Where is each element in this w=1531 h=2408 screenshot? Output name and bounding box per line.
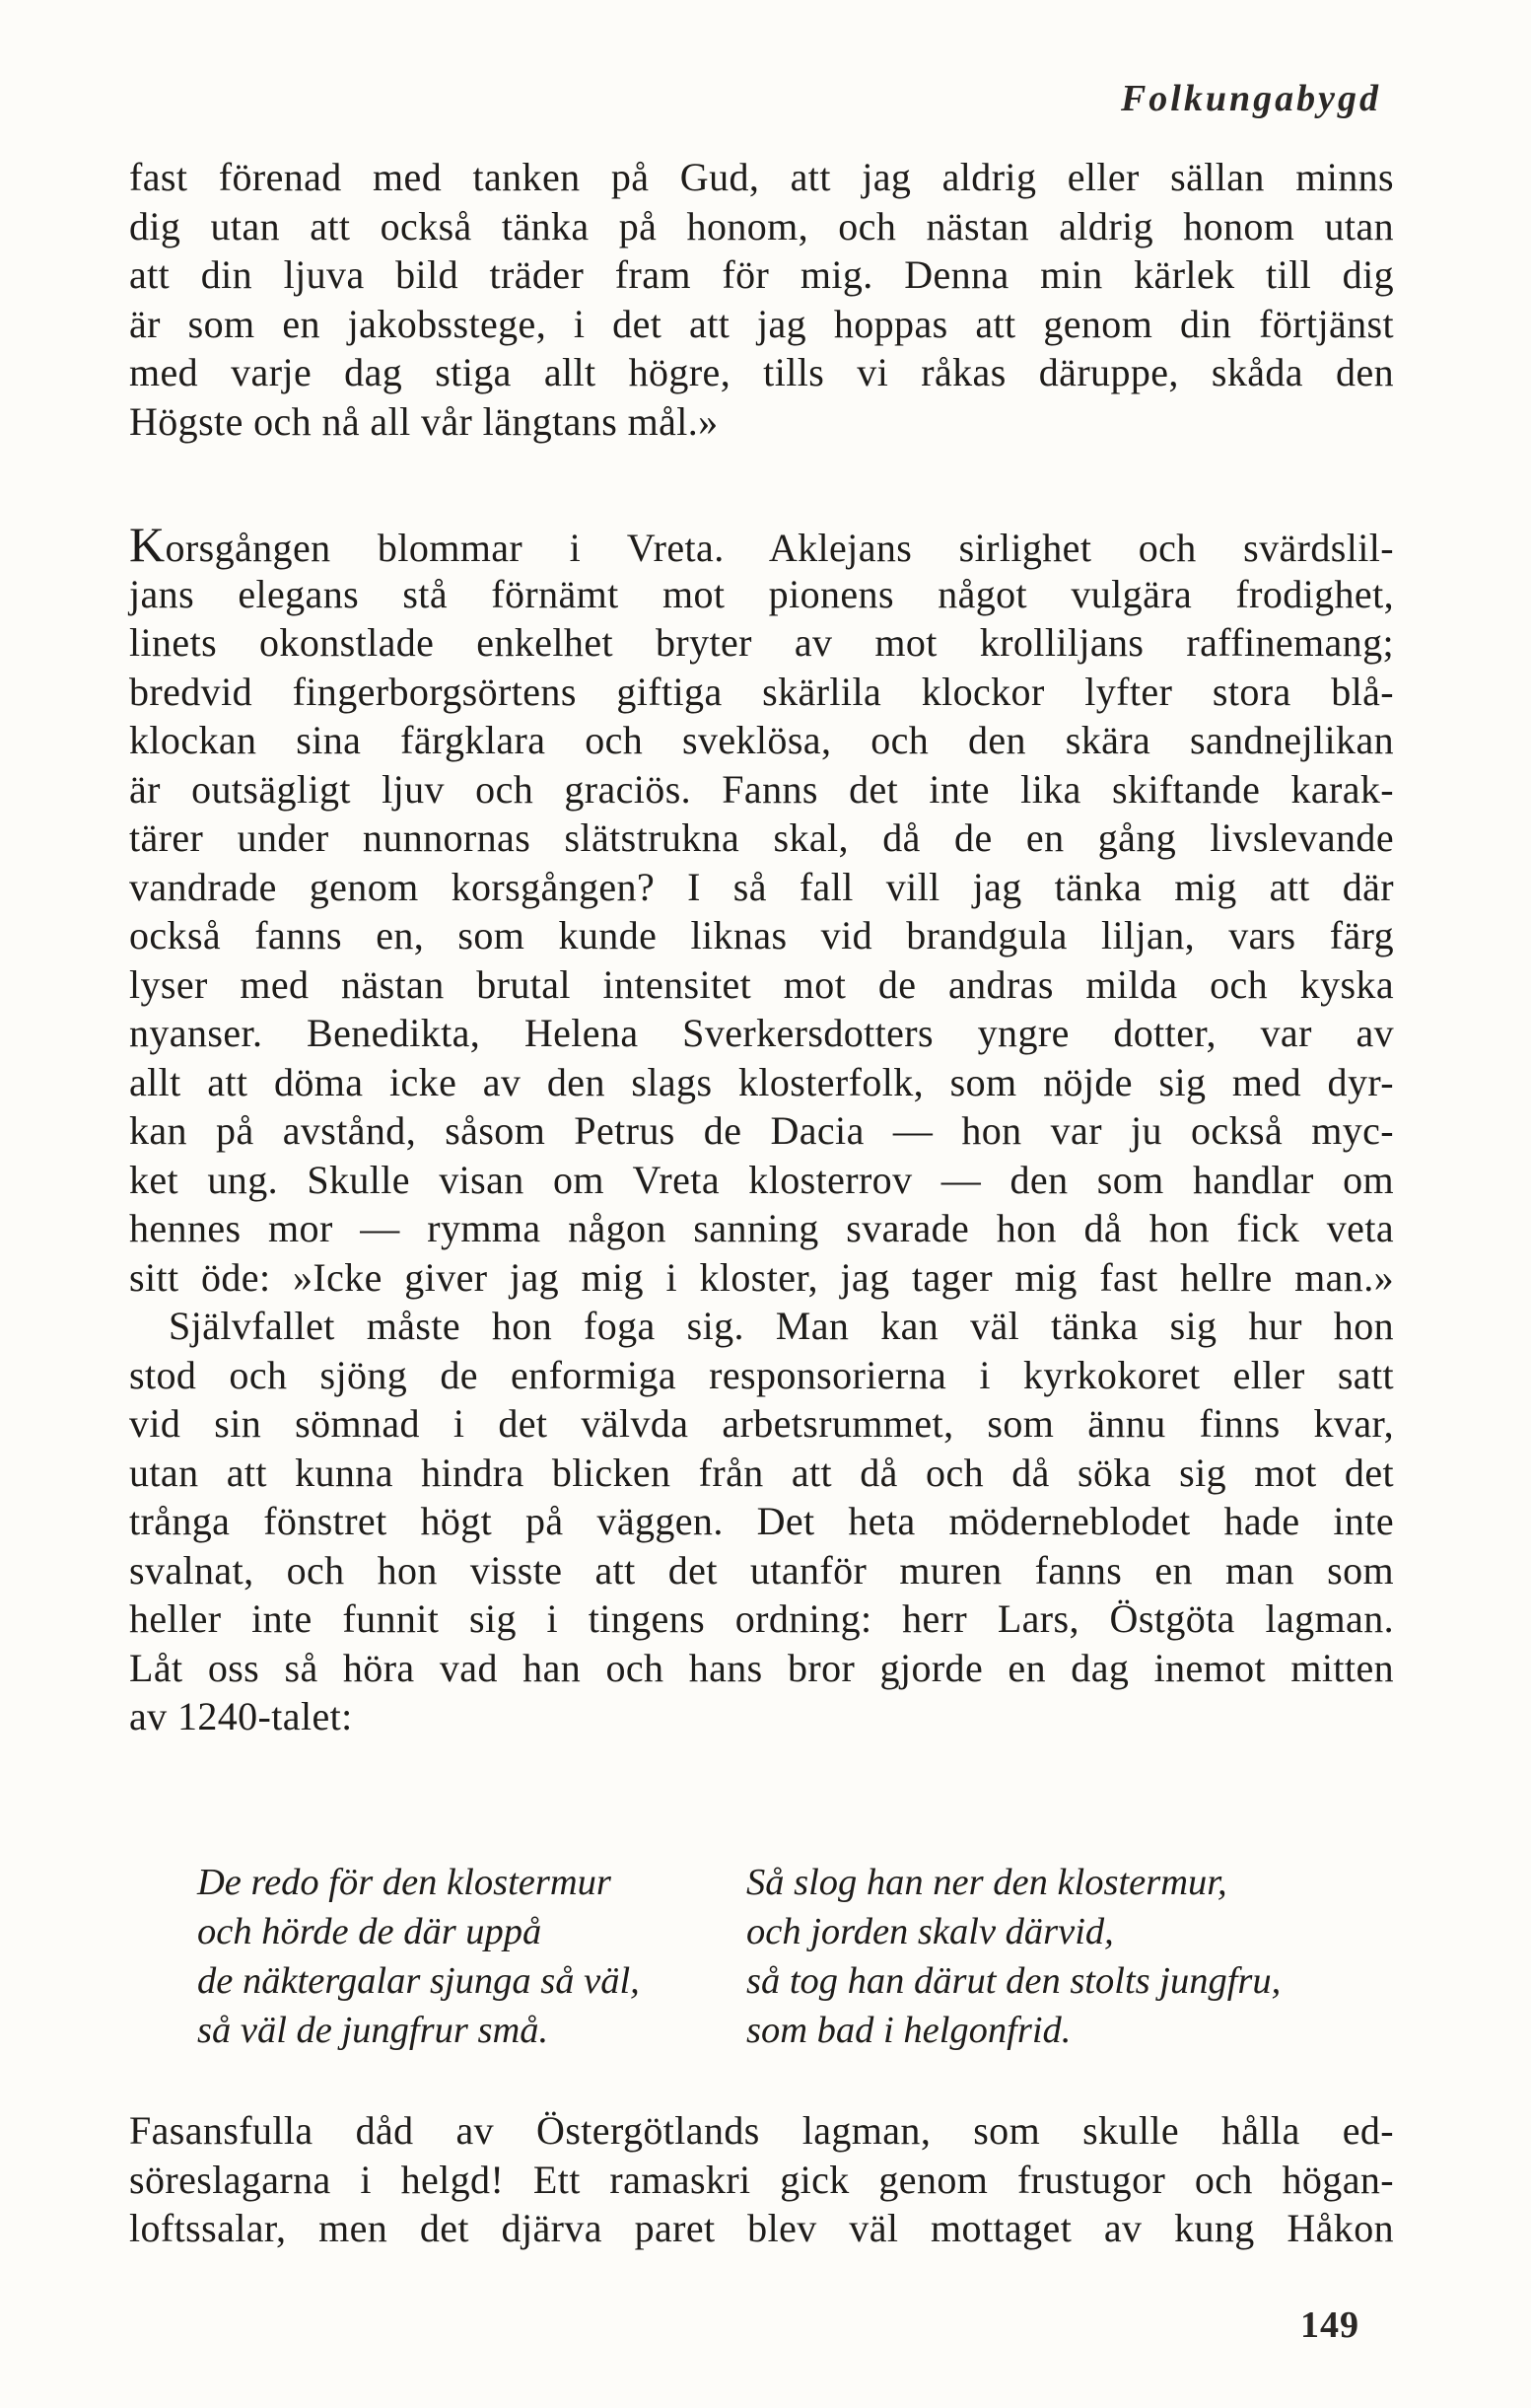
initial-letter: K (129, 517, 166, 572)
text-line: Fasansfulla dåd av Östergötlands lagman, som skulle hålla ed- (129, 2108, 1394, 2153)
verse-line: och jorden skalv därvid, (746, 1911, 1114, 1952)
verse-line: De redo för den klostermur (197, 1862, 611, 1903)
text-line: jans elegans stå förnämt mot pionens något vulgära frodighet, (129, 571, 1394, 616)
text-line: trånga fönstret högt på väggen. Det heta möderneblodet hade inte (129, 1499, 1394, 1543)
verse-line: de näktergalar sjunga så väl, (197, 1960, 640, 2002)
verse-column-left (197, 1858, 640, 2055)
text-line: Låt oss så höra vad han och hans bror gjorde en dag inemot mitten (129, 1645, 1394, 1690)
text-line: att din ljuva bild träder fram för mig. Denna min kärlek till dig (129, 252, 1394, 297)
paragraph-2 (129, 517, 1394, 1741)
text-line: söreslagarna i helgd! Ett ramaskri gick genom frustugor och högan- (129, 2157, 1394, 2202)
verse-line: som bad i helgonfrid. (746, 2010, 1072, 2051)
verse-column-right (746, 1858, 1281, 2055)
text-line: heller inte funnit sig i tingens ordning: herr Lars, Östgöta lagman. (129, 1596, 1394, 1641)
text-line: dig utan att också tänka på honom, och nästan aldrig honom utan (129, 203, 1394, 248)
paragraph-3 (129, 2106, 1394, 2253)
text-line: vid sin sömnad i det välvda arbetsrummet, som ännu finns kvar, (129, 1401, 1394, 1446)
text-line: lyser med nästan brutal intensitet mot de andras milda och kyska (129, 961, 1394, 1007)
page-number: 149 (1300, 2304, 1359, 2346)
text-line: bredvid fingerborgsörtens giftiga skärlila klockor lyfter stora blå- (129, 669, 1394, 714)
verse-line: så väl de jungfrur små. (197, 2010, 549, 2051)
first-line-text: orsgången blommar i Vreta. Aklejans sirlighet och svärdslil- (165, 526, 1394, 570)
verse-line: så tog han därut den stolts jungfru, (746, 1960, 1282, 2002)
text-line: kan på avstånd, såsom Petrus de Dacia — hon var ju också myc- (129, 1108, 1394, 1153)
verse-line: Så slog han ner den klostermur, (746, 1862, 1227, 1903)
text-line: loftssalar, men det djärva paret blev väl mottaget av kung Håkon (129, 2206, 1394, 2250)
text-line: är som en jakobsstege, i det att jag hoppas att genom din förtjänst (129, 301, 1394, 346)
text-line: är outsägligt ljuv och graciös. Fanns det inte lika skiftande karak- (129, 766, 1394, 812)
text-line: svalnat, och hon visste att det utanför muren fanns en man som (129, 1547, 1394, 1593)
text-line: Högste och nå all vår längtans mål.» (129, 398, 719, 444)
text-line: linets okonstlade enkelhet bryter av mot krolliljans raffinemang; (129, 620, 1394, 665)
text-line: av 1240-talet: (129, 1694, 353, 1738)
text-line: med varje dag stiga allt högre, tills vi råkas däruppe, skåda den (129, 350, 1394, 394)
text-line: klockan sina färgklara och sveklösa, och den skära sandnejlikan (129, 718, 1394, 762)
text-line: också fanns en, som kunde liknas vid brandgula liljan, vars färg (129, 913, 1394, 957)
text-line: tärer under nunnornas slätstrukna skal, då de en gång livslevande (129, 815, 1394, 860)
text-line: ket ung. Skulle visan om Vreta klosterrov — den som handlar om (129, 1157, 1394, 1202)
text-line: sitt öde: »Icke giver jag mig i kloster, jag tager mig fast hellre man.» (129, 1254, 1394, 1300)
text-line: vandrade genom korsgången? I så fall vill jag tänka mig att där (129, 864, 1394, 909)
text-line-first (129, 517, 1394, 572)
paragraph-1 (129, 153, 1394, 446)
running-head: Folkungabygd (1120, 78, 1381, 119)
text-line: hennes mor — rymma någon sanning svarade hon då hon fick veta (129, 1206, 1394, 1250)
text-line: stod och sjöng de enformiga responsorierna i kyrkokoret eller satt (129, 1352, 1394, 1397)
text-line: utan att kunna hindra blicken från att då och då söka sig mot det (129, 1450, 1394, 1495)
text-line: fast förenad med tanken på Gud, att jag aldrig eller sällan minns (129, 155, 1394, 199)
verse-line: och hörde de där uppå (197, 1911, 542, 1952)
text-line: nyanser. Benedikta, Helena Sverkersdotters yngre dotter, var av (129, 1011, 1394, 1055)
text-line: allt att döma icke av den slags klosterfolk, som nöjde sig med dyr- (129, 1059, 1394, 1104)
text-line: Självfallet måste hon foga sig. Man kan väl tänka sig hur hon (169, 1304, 1394, 1348)
